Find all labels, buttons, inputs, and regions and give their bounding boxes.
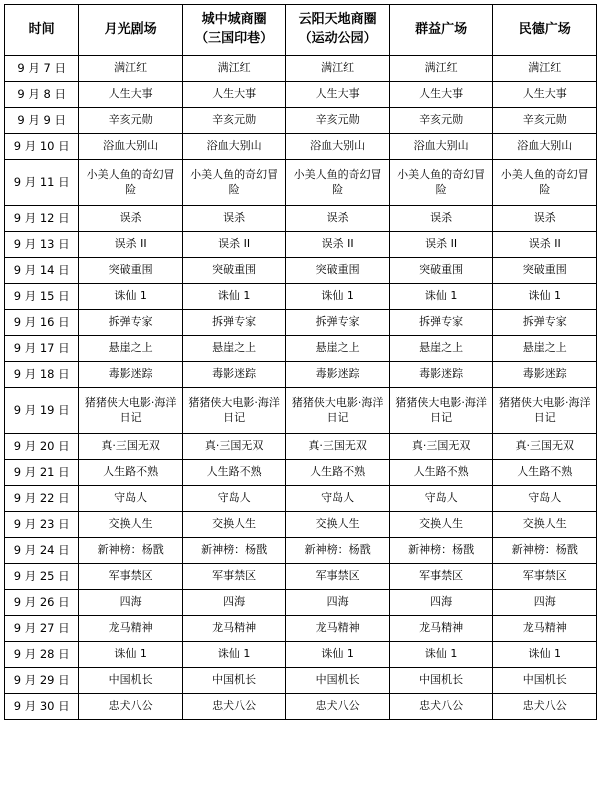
- schedule-film-cell: 误杀: [493, 206, 597, 232]
- schedule-date-cell: 9 月 22 日: [5, 486, 79, 512]
- schedule-film-cell: 中国机长: [79, 668, 183, 694]
- schedule-film-cell: 拆弹专家: [493, 310, 597, 336]
- schedule-film-cell: 毒影迷踪: [389, 362, 493, 388]
- table-row: [5, 134, 597, 160]
- table-header: [5, 5, 597, 56]
- schedule-film-cell: 新神榜：杨戬: [79, 538, 183, 564]
- schedule-date-cell: 9 月 29 日: [5, 668, 79, 694]
- schedule-film-cell: 龙马精神: [389, 616, 493, 642]
- table-row: [5, 616, 597, 642]
- schedule-film-cell: 人生大事: [79, 82, 183, 108]
- table-row: [5, 434, 597, 460]
- table-row: [5, 388, 597, 434]
- table-row: [5, 284, 597, 310]
- schedule-film-cell: 军事禁区: [286, 564, 390, 590]
- schedule-date-cell: 9 月 9 日: [5, 108, 79, 134]
- schedule-film-cell: 人生路不熟: [182, 460, 286, 486]
- table-row: [5, 512, 597, 538]
- schedule-film-cell: 误杀: [286, 206, 390, 232]
- schedule-film-cell: 浴血大别山: [389, 134, 493, 160]
- schedule-film-cell: 忠犬八公: [493, 694, 597, 720]
- table-row: [5, 336, 597, 362]
- schedule-date-cell: 9 月 30 日: [5, 694, 79, 720]
- schedule-film-cell: 诛仙 1: [79, 284, 183, 310]
- schedule-film-cell: 拆弹专家: [389, 310, 493, 336]
- table-row: [5, 362, 597, 388]
- schedule-film-cell: 守岛人: [493, 486, 597, 512]
- schedule-date-cell: 9 月 23 日: [5, 512, 79, 538]
- schedule-film-cell: 误杀: [182, 206, 286, 232]
- schedule-film-cell: 新神榜：杨戬: [182, 538, 286, 564]
- schedule-date-cell: 9 月 15 日: [5, 284, 79, 310]
- schedule-date-cell: 9 月 20 日: [5, 434, 79, 460]
- schedule-date-cell: 9 月 10 日: [5, 134, 79, 160]
- schedule-date-cell: 9 月 12 日: [5, 206, 79, 232]
- schedule-date-cell: 9 月 25 日: [5, 564, 79, 590]
- schedule-film-cell: 诛仙 1: [493, 642, 597, 668]
- column-header-label: 民德广场: [518, 21, 571, 37]
- schedule-date-cell: 9 月 8 日: [5, 82, 79, 108]
- schedule-film-cell: 交换人生: [79, 512, 183, 538]
- schedule-date-cell: 9 月 17 日: [5, 336, 79, 362]
- schedule-film-cell: 龙马精神: [182, 616, 286, 642]
- schedule-film-cell: 悬崖之上: [182, 336, 286, 362]
- schedule-film-cell: 守岛人: [286, 486, 390, 512]
- schedule-film-cell: 诛仙 1: [286, 642, 390, 668]
- schedule-film-cell: 诛仙 1: [389, 284, 493, 310]
- schedule-film-cell: 突破重围: [389, 258, 493, 284]
- schedule-film-cell: 误杀: [389, 206, 493, 232]
- schedule-film-cell: 人生路不熟: [79, 460, 183, 486]
- table-row: [5, 108, 597, 134]
- schedule-film-cell: 中国机长: [389, 668, 493, 694]
- schedule-film-cell: 守岛人: [389, 486, 493, 512]
- schedule-film-cell: 悬崖之上: [389, 336, 493, 362]
- schedule-film-cell: 人生大事: [493, 82, 597, 108]
- schedule-film-cell: 毒影迷踪: [286, 362, 390, 388]
- schedule-date-cell: 9 月 14 日: [5, 258, 79, 284]
- schedule-film-cell: 忠犬八公: [389, 694, 493, 720]
- schedule-film-cell: 军事禁区: [389, 564, 493, 590]
- column-header-sublabel: （三国印巷）: [195, 31, 274, 46]
- schedule-film-cell: 诛仙 1: [79, 642, 183, 668]
- schedule-film-cell: 小美人鱼的奇幻冒险: [389, 160, 493, 206]
- schedule-film-cell: 交换人生: [286, 512, 390, 538]
- table-row: [5, 564, 597, 590]
- table-row: [5, 460, 597, 486]
- schedule-film-cell: 满江红: [389, 56, 493, 82]
- schedule-film-cell: 满江红: [79, 56, 183, 82]
- schedule-date-cell: 9 月 19 日: [5, 388, 79, 434]
- schedule-film-cell: 满江红: [286, 56, 390, 82]
- schedule-film-cell: 中国机长: [493, 668, 597, 694]
- schedule-film-cell: 误杀 II: [389, 232, 493, 258]
- schedule-film-cell: 误杀 II: [286, 232, 390, 258]
- schedule-film-cell: 突破重围: [182, 258, 286, 284]
- column-header-venue-5: [493, 5, 597, 56]
- schedule-film-cell: 诛仙 1: [389, 642, 493, 668]
- column-header-venue-3: [286, 5, 390, 56]
- schedule-film-cell: 新神榜：杨戬: [493, 538, 597, 564]
- schedule-film-cell: 误杀 II: [493, 232, 597, 258]
- table-row: [5, 668, 597, 694]
- table-row: [5, 694, 597, 720]
- schedule-film-cell: 猪猪侠大电影·海洋日记: [389, 388, 493, 434]
- schedule-film-cell: 小美人鱼的奇幻冒险: [182, 160, 286, 206]
- schedule-date-cell: 9 月 7 日: [5, 56, 79, 82]
- schedule-date-cell: 9 月 11 日: [5, 160, 79, 206]
- schedule-film-cell: 猪猪侠大电影·海洋日记: [286, 388, 390, 434]
- schedule-film-cell: 军事禁区: [493, 564, 597, 590]
- schedule-film-cell: 四海: [286, 590, 390, 616]
- table-row: [5, 642, 597, 668]
- film-schedule-table: [4, 4, 597, 720]
- schedule-film-cell: 交换人生: [389, 512, 493, 538]
- schedule-film-cell: 诛仙 1: [493, 284, 597, 310]
- schedule-film-cell: 小美人鱼的奇幻冒险: [493, 160, 597, 206]
- schedule-film-cell: 浴血大别山: [493, 134, 597, 160]
- schedule-film-cell: 人生大事: [389, 82, 493, 108]
- schedule-film-cell: 中国机长: [182, 668, 286, 694]
- schedule-film-cell: 龙马精神: [493, 616, 597, 642]
- schedule-film-cell: 毒影迷踪: [79, 362, 183, 388]
- schedule-film-cell: 人生路不熟: [286, 460, 390, 486]
- schedule-film-cell: 人生路不熟: [493, 460, 597, 486]
- schedule-film-cell: 四海: [493, 590, 597, 616]
- schedule-film-cell: 拆弹专家: [79, 310, 183, 336]
- schedule-date-cell: 9 月 24 日: [5, 538, 79, 564]
- schedule-film-cell: 忠犬八公: [182, 694, 286, 720]
- header-row: [5, 5, 597, 56]
- schedule-film-cell: 拆弹专家: [286, 310, 390, 336]
- schedule-film-cell: 拆弹专家: [182, 310, 286, 336]
- schedule-film-cell: 诛仙 1: [182, 642, 286, 668]
- schedule-film-cell: 军事禁区: [182, 564, 286, 590]
- schedule-film-cell: 守岛人: [79, 486, 183, 512]
- schedule-film-cell: 猪猪侠大电影·海洋日记: [79, 388, 183, 434]
- schedule-film-cell: 小美人鱼的奇幻冒险: [79, 160, 183, 206]
- schedule-date-cell: 9 月 18 日: [5, 362, 79, 388]
- schedule-film-cell: 悬崖之上: [286, 336, 390, 362]
- schedule-film-cell: 浴血大别山: [286, 134, 390, 160]
- schedule-film-cell: 辛亥元勋: [389, 108, 493, 134]
- schedule-film-cell: 人生路不熟: [389, 460, 493, 486]
- schedule-film-cell: 真·三国无双: [182, 434, 286, 460]
- schedule-film-cell: 真·三国无双: [389, 434, 493, 460]
- schedule-film-cell: 真·三国无双: [286, 434, 390, 460]
- table-row: [5, 538, 597, 564]
- schedule-film-cell: 辛亥元勋: [182, 108, 286, 134]
- table-row: [5, 56, 597, 82]
- schedule-film-cell: 忠犬八公: [79, 694, 183, 720]
- schedule-film-cell: 猪猪侠大电影·海洋日记: [182, 388, 286, 434]
- schedule-film-cell: 突破重围: [493, 258, 597, 284]
- column-header-venue-1: [79, 5, 183, 56]
- table-row: [5, 486, 597, 512]
- schedule-film-cell: 中国机长: [286, 668, 390, 694]
- schedule-date-cell: 9 月 28 日: [5, 642, 79, 668]
- schedule-date-cell: 9 月 27 日: [5, 616, 79, 642]
- schedule-film-cell: 满江红: [493, 56, 597, 82]
- schedule-film-cell: 忠犬八公: [286, 694, 390, 720]
- schedule-film-cell: 满江红: [182, 56, 286, 82]
- schedule-film-cell: 突破重围: [79, 258, 183, 284]
- schedule-film-cell: 四海: [389, 590, 493, 616]
- schedule-film-cell: 误杀 II: [182, 232, 286, 258]
- schedule-film-cell: 交换人生: [182, 512, 286, 538]
- schedule-film-cell: 人生大事: [182, 82, 286, 108]
- table-row: [5, 310, 597, 336]
- schedule-film-cell: 毒影迷踪: [493, 362, 597, 388]
- table-row: [5, 82, 597, 108]
- column-header-label: 时间: [28, 21, 55, 37]
- schedule-film-cell: 猪猪侠大电影·海洋日记: [493, 388, 597, 434]
- schedule-film-cell: 浴血大别山: [79, 134, 183, 160]
- column-header-time: [5, 5, 79, 56]
- table-row: [5, 206, 597, 232]
- schedule-film-cell: 四海: [182, 590, 286, 616]
- column-header-label: 群益广场: [415, 21, 468, 37]
- schedule-film-cell: 交换人生: [493, 512, 597, 538]
- table-row: [5, 232, 597, 258]
- schedule-film-cell: 四海: [79, 590, 183, 616]
- schedule-film-cell: 龙马精神: [286, 616, 390, 642]
- schedule-film-cell: 悬崖之上: [493, 336, 597, 362]
- table-body: [5, 56, 597, 720]
- column-header-venue-4: [389, 5, 493, 56]
- schedule-film-cell: 浴血大别山: [182, 134, 286, 160]
- schedule-film-cell: 辛亥元勋: [286, 108, 390, 134]
- column-header-label: 云阳天地商圈: [298, 12, 377, 28]
- schedule-film-cell: 辛亥元勋: [79, 108, 183, 134]
- schedule-film-cell: 诛仙 1: [286, 284, 390, 310]
- column-header-sublabel: （运动公园）: [298, 31, 377, 46]
- schedule-film-cell: 军事禁区: [79, 564, 183, 590]
- schedule-film-cell: 守岛人: [182, 486, 286, 512]
- schedule-film-cell: 辛亥元勋: [493, 108, 597, 134]
- schedule-film-cell: 毒影迷踪: [182, 362, 286, 388]
- schedule-film-cell: 突破重围: [286, 258, 390, 284]
- schedule-film-cell: 悬崖之上: [79, 336, 183, 362]
- column-header-label: 月光剧场: [104, 21, 157, 37]
- schedule-film-cell: 真·三国无双: [493, 434, 597, 460]
- schedule-date-cell: 9 月 26 日: [5, 590, 79, 616]
- column-header-venue-2: [182, 5, 286, 56]
- column-header-label: 城中城商圈: [201, 12, 267, 28]
- table-row: [5, 258, 597, 284]
- schedule-date-cell: 9 月 21 日: [5, 460, 79, 486]
- schedule-film-cell: 小美人鱼的奇幻冒险: [286, 160, 390, 206]
- schedule-film-cell: 龙马精神: [79, 616, 183, 642]
- table-row: [5, 160, 597, 206]
- schedule-film-cell: 误杀 II: [79, 232, 183, 258]
- schedule-film-cell: 新神榜：杨戬: [286, 538, 390, 564]
- schedule-film-cell: 诛仙 1: [182, 284, 286, 310]
- schedule-film-cell: 人生大事: [286, 82, 390, 108]
- table-row: [5, 590, 597, 616]
- schedule-date-cell: 9 月 16 日: [5, 310, 79, 336]
- schedule-film-cell: 新神榜：杨戬: [389, 538, 493, 564]
- schedule-film-cell: 误杀: [79, 206, 183, 232]
- schedule-date-cell: 9 月 13 日: [5, 232, 79, 258]
- schedule-film-cell: 真·三国无双: [79, 434, 183, 460]
